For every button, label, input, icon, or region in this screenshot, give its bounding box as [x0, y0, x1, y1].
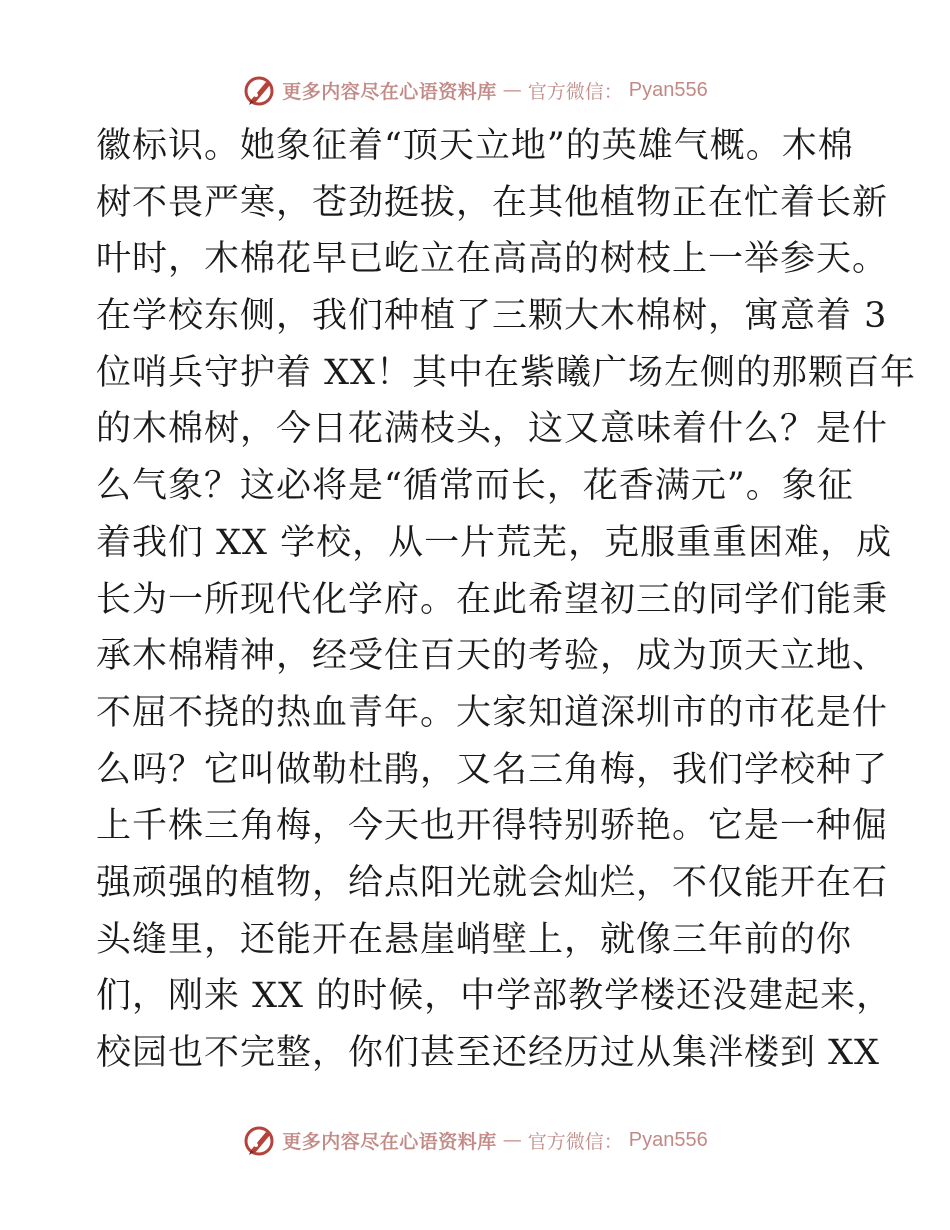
body-line: 叶时，木棉花早已屹立在高高的树枝上一举参天。	[96, 239, 889, 280]
banner-text: 更多内容尽在心语资料库	[282, 80, 497, 103]
banner-wechat-id: Pyan556	[628, 78, 708, 101]
pen-logo-icon	[242, 73, 276, 107]
body-line: 么吗？它叫做勒杜鹃，又名三角梅，我们学校种了	[96, 749, 889, 790]
body-line: 头缝里，还能开在悬崖峭壁上，就像三年前的你	[96, 919, 853, 960]
banner-wechat-id: Pyan556	[628, 1128, 708, 1151]
document-body	[96, 118, 916, 1082]
body-line: 校园也不完整，你们甚至还经历过从集泮楼到 XX	[96, 1033, 880, 1073]
body-line: 承木棉精神，经受住百天的考验，成为顶天立地、	[96, 636, 889, 677]
body-line: 在学校东侧，我们种植了三颗大木棉树，寓意着 3	[96, 296, 888, 337]
banner-label: 官方微信：	[527, 1130, 623, 1153]
body-line: 们，刚来 XX 的时候，中学部教学楼还没建起来，	[96, 976, 893, 1017]
body-line: 树不畏严寒，苍劲挺拔，在其他植物正在忙着长新	[96, 182, 889, 223]
banner-text: 更多内容尽在心语资料库	[282, 1130, 497, 1153]
banner-separator: —	[502, 1129, 522, 1151]
body-line: 着我们 XX 学校，从一片荒芜，克服重重困难，成	[96, 522, 893, 563]
body-line: 么气象？这必将是“循常而长，花香满元”。象征	[96, 466, 854, 507]
body-line: 的木棉树，今日花满枝头，这又意味着什么？是什	[96, 409, 889, 450]
header-banner	[0, 70, 950, 110]
banner-label: 官方微信：	[527, 80, 623, 103]
body-line: 不屈不挠的热血青年。大家知道深圳市的市花是什	[96, 692, 889, 733]
body-line: 长为一所现代化学府。在此希望初三的同学们能秉	[96, 579, 889, 620]
banner-separator: —	[502, 79, 522, 101]
body-line: 强顽强的植物，给点阳光就会灿烂，不仅能开在石	[96, 862, 889, 903]
body-line: 上千株三角梅，今天也开得特别骄艳。它是一种倔	[96, 806, 889, 847]
body-line: 位哨兵守护着 XX！其中在紫曦广场左侧的那颗百年	[96, 352, 916, 393]
pen-logo-icon	[242, 1123, 276, 1157]
body-line: 徽标识。她象征着“顶天立地”的英雄气概。木棉	[96, 126, 854, 166]
footer-banner	[0, 1120, 950, 1160]
